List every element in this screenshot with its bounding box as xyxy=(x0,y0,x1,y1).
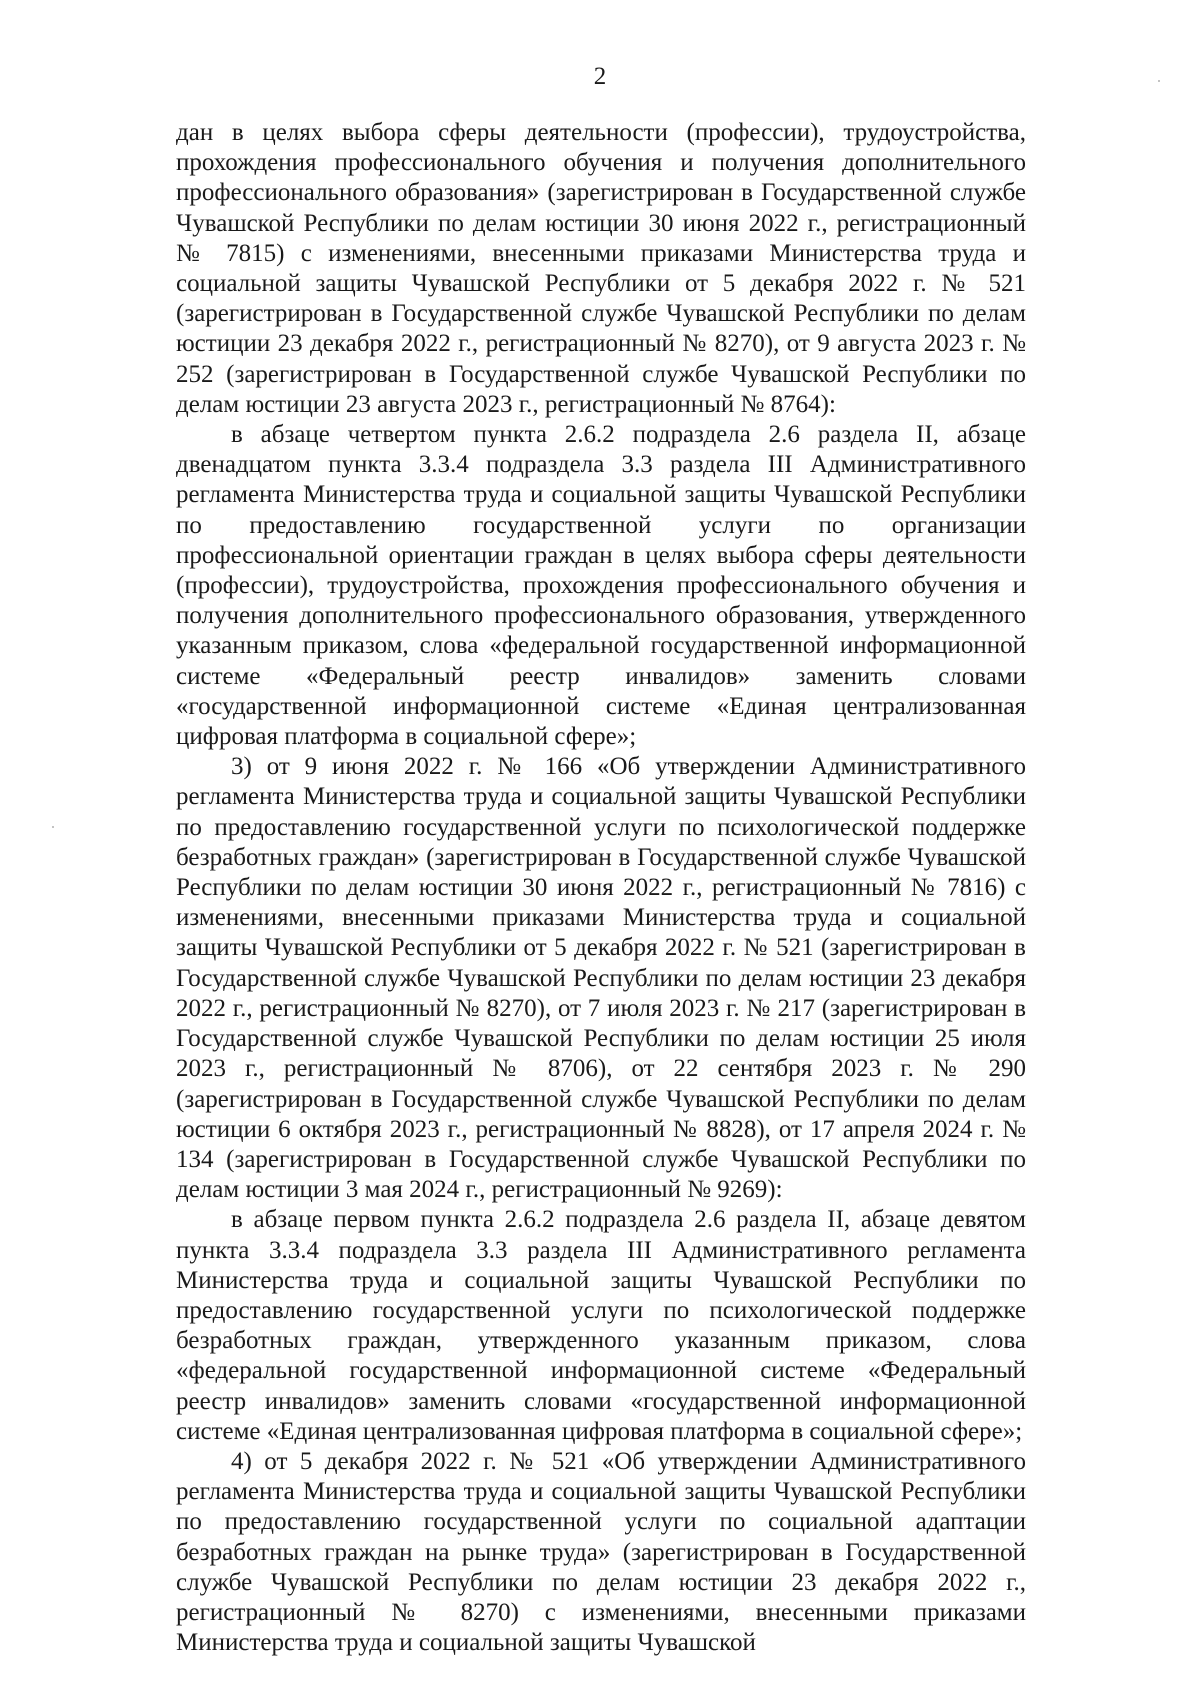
page-number: 2 xyxy=(593,63,607,90)
paragraph-continuation: дан в целях выбора сферы деятельности (профессии), трудоустройства, прохождения профессионального обучения и получения дополнительного профессионального образования» (зарегистрирован в Государственной службе Чувашской Республики по делам юстиции 30 июня 2022 г., регистрационный № 7815) с изменениями, внесенными приказами Министерства труда и социальной защиты Чувашской Республики от 5 декабря 2022 г. № 521 (зарегистрирован в Государственной службе Чувашской Республики по делам юстиции 23 декабря 2022 г., регистрационный № 8270), от 9 августа 2023 г. № 252 (зарегистрирован в Государственной службе Чувашской Республики по делам юстиции 23 августа 2023 г., регистрационный № 8764): xyxy=(176,119,1026,418)
paragraph-amendment-1: в абзаце четвертом пункта 2.6.2 подраздела 2.6 раздела II, абзаце двенадцатом пункта 3.3.4 подраздела 3.3 раздела III Административного регламента Министерства труда и социальной защиты Чувашской Республики по предоставлению государственной услуги по организации профессиональной ориентации граждан в целях выбора сферы деятельности (профессии), трудоустройства, прохождения профессионального обучения и получения дополнительного профессионального образования, утвержденного указанным приказом, слова «федеральной государственной информационной системе «Федеральный реестр инвалидов» заменить словами «государственной информационной системе «Единая централизованная цифровая платформа в социальной сфере»; xyxy=(176,421,1026,751)
document-body xyxy=(176,118,1026,1658)
paragraph-amendment-2: в абзаце первом пункта 2.6.2 подраздела 2.6 раздела II, абзаце девятом пункта 3.3.4 подраздела 3.3 раздела III Административного регламента Министерства труда и социальной защиты Чувашской Республики по предоставлению государственной услуги по психологической поддержке безработных граждан, утвержденного указанным приказом, слова «федеральной государственной информационной системе «Федеральный реестр инвалидов» заменить словами «государственной информационной системе «Единая централизованная цифровая платформа в социальной сфере»; xyxy=(176,1206,1026,1445)
scan-speck xyxy=(1158,80,1160,82)
paragraph-item-4: 4) от 5 декабря 2022 г. № 521 «Об утверждении Административного регламента Министерства труда и социальной защиты Чувашской Республики по предоставлению государственной услуги по социальной адаптации безработных граждан на рынке труда» (зарегистрирован в Государственной службе Чувашской Республики по делам юстиции 23 декабря 2022 г., регистрационный № 8270) с изменениями, внесенными приказами Министерства труда и социальной защиты Чувашской xyxy=(176,1447,1026,1657)
paragraph-item-3: 3) от 9 июня 2022 г. № 166 «Об утверждении Административного регламента Министерства труда и социальной защиты Чувашской Республики по предоставлению государственной услуги по психологической поддержке безработных граждан» (зарегистрирован в Государственной службе Чувашской Республики по делам юстиции 30 июня 2022 г., регистрационный № 7816) с изменениями, внесенными приказами Министерства труда и социальной защиты Чувашской Республики от 5 декабря 2022 г. № 521 (зарегистрирован в Государственной службе Чувашской Республики по делам юстиции 23 декабря 2022 г., регистрационный № 8270), от 7 июля 2023 г. № 217 (зарегистрирован в Государственной службе Чувашской Республики по делам юстиции 25 июля 2023 г., регистрационный № 8706), от 22 сентября 2023 г. № 290 (зарегистрирован в Государственной службе Чувашской Республики по делам юстиции 6 октября 2023 г., регистрационный № 8828), от 17 апреля 2024 г. № 134 (зарегистрирован в Государственной службе Чувашской Республики по делам юстиции 3 мая 2024 г., регистрационный № 9269): xyxy=(176,753,1026,1204)
scan-speck xyxy=(52,826,54,828)
